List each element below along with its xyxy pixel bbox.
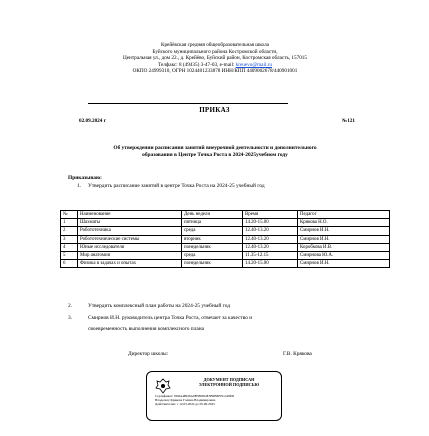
cell-name: Робототехнические системы (78, 235, 182, 243)
cell-teacher: Смирнова Ю.А. (298, 251, 390, 259)
signature-name: Г.В. Крякова (283, 351, 312, 357)
table-row (61, 260, 390, 268)
col-header-teacher: Педагог (298, 211, 390, 219)
cell-name: Физика в задачах и опытах (78, 260, 182, 268)
item-2-number: 2. (68, 303, 73, 309)
cell-teacher: Смирнов И.Н. (298, 235, 390, 243)
item-3-number: 3. (68, 315, 73, 321)
cell-name: Юные исследователи (78, 243, 182, 251)
cell-number: 3 (61, 235, 78, 243)
school-district: Буйского муниципального района Костромской области, (152, 48, 278, 55)
col-header-time: Время (243, 211, 298, 219)
school-registry-codes: ОКПО 24999310, ОГРН 1024401233878 ИНН/КПП 4409002678/440901001 (132, 68, 298, 75)
cell-teacher: Крякова Н.О. (298, 219, 390, 227)
email-link[interactable]: kreuevo@mail.ru (235, 61, 272, 68)
stamp-title (177, 378, 281, 388)
school-name: Крейёвская средняя общеобразовательная школа (161, 42, 269, 48)
item-3-text-line-1: Смирнов И.Н. руководитель центра Точка Роста, отвечает за качество и (88, 315, 253, 321)
col-header-day: День недели (182, 211, 243, 219)
school-letterhead (90, 42, 340, 75)
stamp-certificate: Сертификат: 00DA4BD6A0B5B0D4E3B9B6F0C2A8D0 (155, 394, 235, 398)
cell-number: 5 (61, 251, 78, 259)
cell-day: понедельник (182, 260, 243, 268)
stamp-owner: Владелец: Крякова Галина Владимировна (155, 398, 216, 403)
table-row (61, 235, 390, 243)
table-row (61, 243, 390, 251)
item-1-number: 1. (77, 183, 82, 189)
document-subject (60, 145, 370, 159)
table-row (61, 251, 390, 259)
phone-text: Телфакс: 8 (49435) 3-47-03, e-mail: (158, 61, 236, 68)
table-header-row (61, 211, 390, 219)
cell-number: 6 (61, 260, 78, 268)
table-row (61, 219, 390, 227)
header-divider (88, 103, 288, 104)
cell-day: понедельник (182, 243, 243, 251)
table-row (61, 227, 390, 235)
cell-time: 12.40-13.20 (243, 243, 298, 251)
cell-time: 14.20-15.00 (243, 219, 298, 227)
col-header-number: № (61, 211, 78, 219)
document-date: 02.09.2024 г (79, 118, 106, 124)
cell-number: 1 (61, 219, 78, 227)
col-header-name: Наименование (78, 211, 182, 219)
schedule-table (60, 210, 390, 268)
cell-time: 14.20-15.00 (243, 260, 298, 268)
order-word: Приказываю: (68, 175, 102, 181)
cell-teacher: Коробкова И.В. (298, 243, 390, 251)
school-contacts (90, 62, 340, 69)
item-1-text: Утвердить расписание занятий в центре Точка Роста на 2024-25 учебный год (88, 183, 265, 189)
stamp-title-line-1: ДОКУМЕНТ ПОДПИСАН (203, 377, 255, 382)
cell-time: 12.40-13.20 (243, 227, 298, 235)
cell-teacher: Смирнов И.Н. (298, 260, 390, 268)
cell-name: Мир анатомии (78, 251, 182, 259)
stamp-title-line-2: ЭЛЕКТРОННОЙ ПОДПИСЬЮ (198, 381, 260, 387)
cell-number: 2 (61, 227, 78, 235)
cell-day: вторник (182, 235, 243, 243)
cell-day: среда (182, 227, 243, 235)
electronic-signature-stamp (146, 371, 282, 421)
cell-day: среда (182, 251, 243, 259)
document-number: №121 (342, 118, 355, 124)
stamp-validity: Действителен: с 12.03.2024 до 05.06.2025 (155, 402, 215, 407)
subject-line-2: образования в Центре Точка Роста в 2024-2025учебном году (142, 152, 288, 159)
subject-line-1: Об утверждении расписания занятий внеурочной деятельности и дополнительного (113, 145, 317, 151)
signature-role: Директор школы: (128, 351, 169, 357)
cell-time: 12.40-13.20 (243, 235, 298, 243)
cell-teacher: Смирнов И.Н. (298, 227, 390, 235)
cell-name: Робототехника (78, 227, 182, 235)
school-address: Центральная ул., дом 22., д. Крейёво, Буйский район, Костромская область, 157015 (123, 55, 307, 62)
cell-day: пятница (182, 219, 243, 227)
cell-name: Шахматы (78, 219, 182, 227)
cell-number: 4 (61, 243, 78, 251)
item-2-text: Утвердить комплексный план работы на 2024-25 учебный год (88, 303, 230, 309)
cell-time: 11.35-12.15 (243, 251, 298, 259)
stamp-details (155, 394, 279, 406)
document-type: ПРИКАЗ (199, 106, 230, 114)
coat-of-arms-icon (154, 377, 172, 395)
item-3-text-line-2: своевременность выполнения комплексного плана (88, 326, 205, 332)
